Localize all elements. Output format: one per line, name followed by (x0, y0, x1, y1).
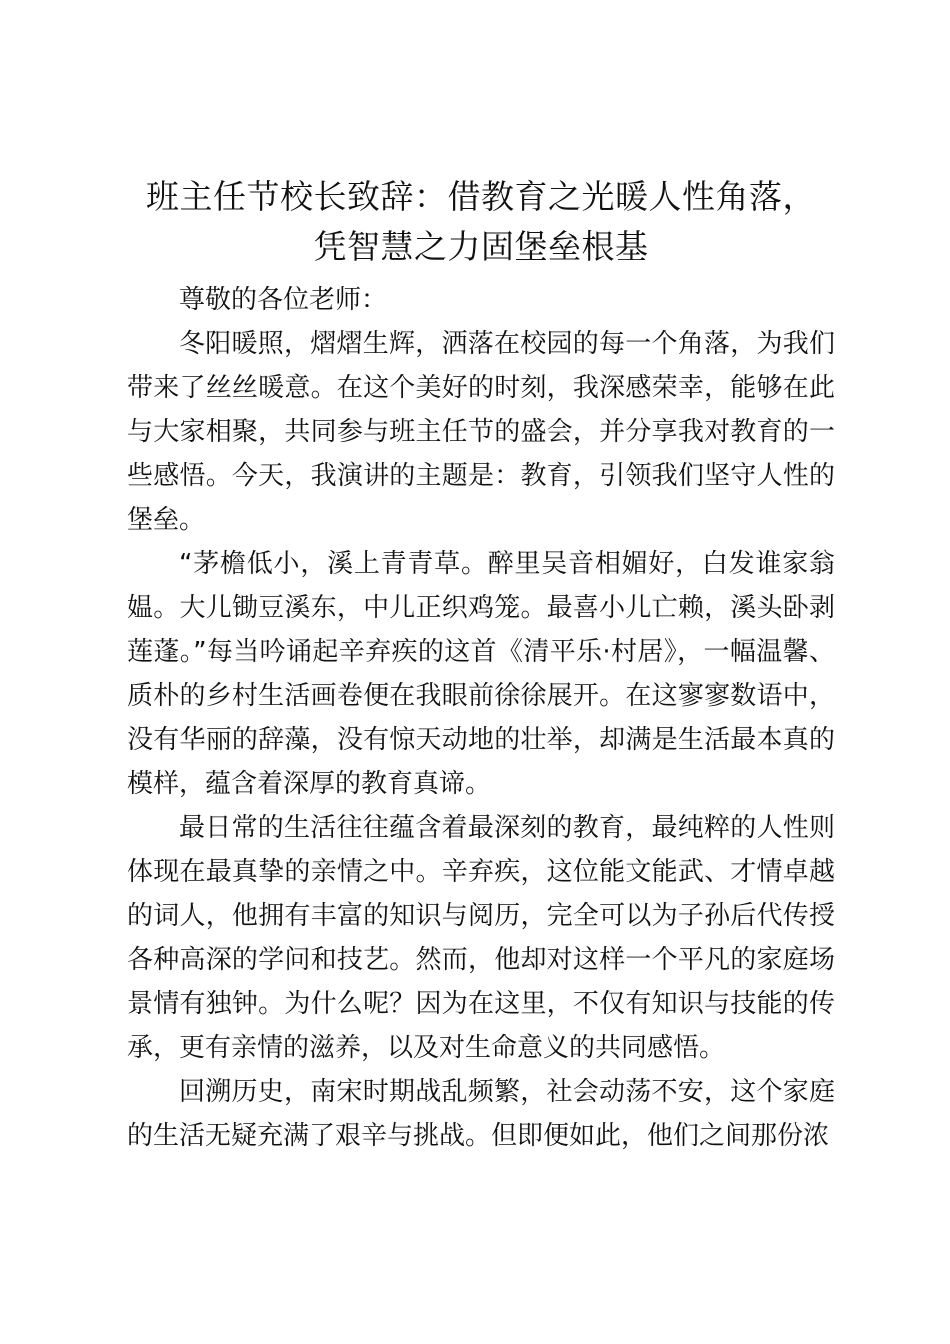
title-line-1: 班主任节校长致辞：借教育之光暖人性角落， (146, 177, 816, 216)
document-body (127, 172, 835, 1158)
paragraph-2: “茅檐低小，溪上青青草。醉里吴音相媚好，白发谁家翁媪。大儿锄豆溪东，中儿正织鸡笼。最喜小儿亡赖，溪头卧剥莲蓬。”每当吟诵起辛弃疾的这首《清平乐·村居》，一幅温馨、质朴的乡村生活画卷便在我眼前徐徐展开。在这寥寥数语中，没有华丽的辞藻，没有惊天动地的壮举，却满是生活最本真的模样，蕴含着深厚的教育真谛。 (127, 549, 835, 799)
document-title (127, 172, 835, 272)
paragraph-4: 回溯历史，南宋时期战乱频繁，社会动荡不安，这个家庭的生活无疑充满了艰辛与挑战。但即便如此，他们之间那份浓 (127, 1077, 835, 1151)
title-line-2: 凭智慧之力固堡垒根基 (313, 227, 649, 266)
paragraph-3: 最日常的生活往往蕴含着最深刻的教育，最纯粹的人性则体现在最真挚的亲情之中。辛弃疾，这位能文能武、才情卓越的词人，他拥有丰富的知识与阅历，完全可以为子孙后代传授各种高深的学问和技艺。然而，他却对这样一个平凡的家庭场景情有独钟。为什么呢？因为在这里，不仅有知识与技能的传承，更有亲情的滋养，以及对生命意义的共同感悟。 (127, 813, 835, 1063)
paragraph-1: 冬阳暖照，熠熠生辉，洒落在校园的每一个角落，为我们带来了丝丝暖意。在这个美好的时刻，我深感荣幸，能够在此与大家相聚，共同参与班主任节的盛会，并分享我对教育的一些感悟。今天，我演讲的主题是：教育，引领我们坚守人性的堡垒。 (127, 329, 835, 535)
salutation: 尊敬的各位老师： (179, 285, 388, 315)
